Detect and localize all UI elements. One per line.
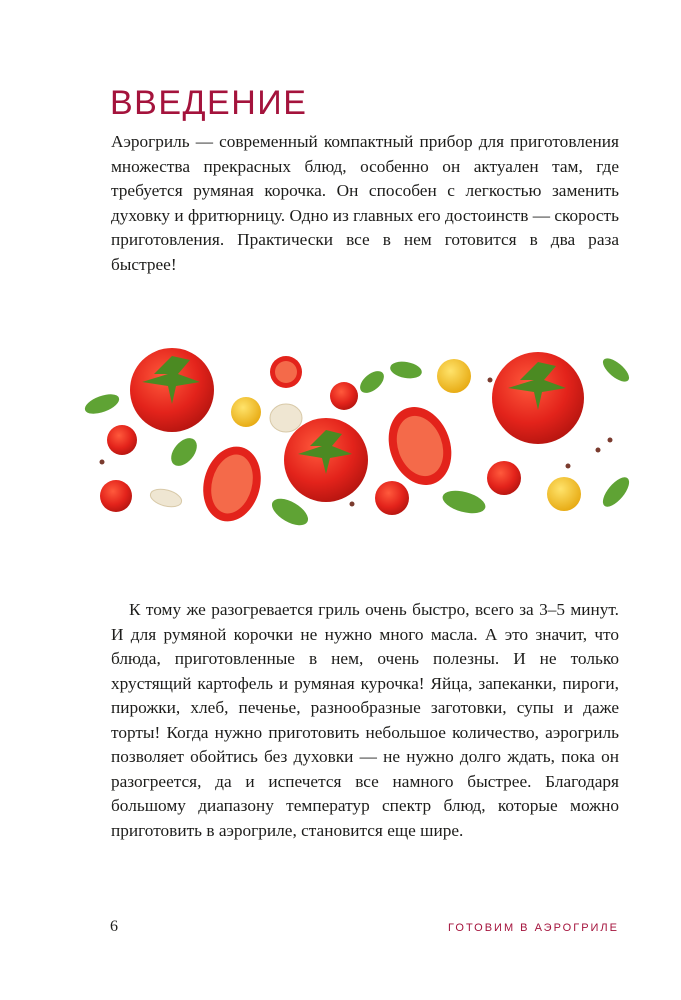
tomatoes-illustration (80, 340, 640, 540)
main-paragraph: К тому же разогревается гриль очень быстро, всего за 3–5 минут. И для румяной корочки не нужно много масла. А это значит, что блюда, приготовленные в нем, очень полезны. И не только хрустящий картофель и румяная курочка! Яйца, запеканки, пироги, пирожки, хлеб, печенье, разнообразные заготовки, супы и даже торты! Когда нужно приготовить небольшое количество, аэрогриль позволяет обойтись без духовки — не нужно долго ждать, пока он разогреется, да и испечется все намного быстрее. Благодаря большому диапазону температур спектр блюд, которые можно приготовить в аэрогриле, становится еще шире. (111, 600, 619, 840)
intro-paragraph: Аэрогриль — современный компактный прибор для приготовления множества прекрасных блюд, особенно он актуален там, где требуется румяная корочка. Он способен с легкостью заменить духовку и фритюрницу. Одно из главных его достоинств — скорость приготовления. Практически все в нем готовится в два раза быстрее! (111, 132, 619, 274)
page-number: 6 (110, 918, 118, 935)
page-title: ВВЕДЕНИЕ (110, 84, 308, 122)
running-title: ГОТОВИМ В АЭРОГРИЛЕ (448, 922, 619, 934)
